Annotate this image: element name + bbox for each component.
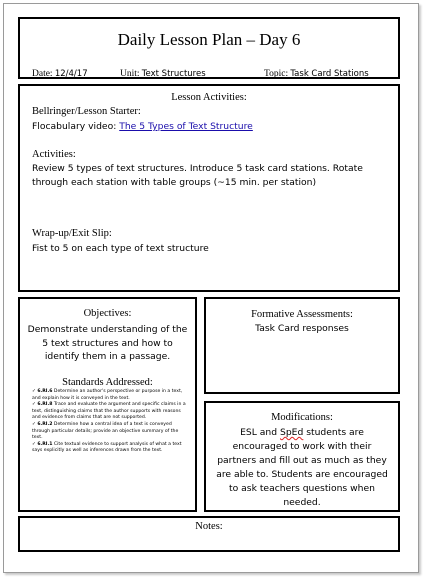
bellringer-text xyxy=(32,120,382,134)
topic-label: Topic: xyxy=(264,69,289,79)
objectives-box xyxy=(18,297,197,512)
spellcheck-flagged-word: SpEd xyxy=(279,427,304,438)
modifications-text xyxy=(216,426,388,509)
standards-list xyxy=(32,389,189,455)
standard-item: ✓ 6.RI.8 Trace and evaluate the argument and specific claims in a text, distinguishing claims that the author supports with reasons and evidence from claims that are not supported. xyxy=(32,402,186,421)
modifications-title: Modifications: xyxy=(271,412,333,423)
modifications-text-part1: ESL and xyxy=(240,427,280,438)
notes-box xyxy=(18,516,400,552)
standard-text: Trace and evaluate the argument and specific claims in a text, distinguishing claims that the author supports with reasons and evidence from claims that are not supported. xyxy=(32,402,186,421)
header-box xyxy=(18,17,400,79)
modifications-box xyxy=(204,401,400,512)
wrapup-text: Fist to 5 on each type of text structure xyxy=(32,243,209,254)
unit-label: Unit: xyxy=(120,69,140,79)
lesson-activities-title: Lesson Activities: xyxy=(171,92,247,103)
formative-title: Formative Assessments: xyxy=(251,309,353,320)
lesson-activities-box xyxy=(18,84,400,292)
standard-item: ✓ 6.RI.6 Determine an author's perspective or purpose in a text, and explain how it is conveyed in the text. xyxy=(32,389,183,401)
standard-code: 6.RI.6 xyxy=(37,389,53,394)
standard-text: Determine how a central idea of a text is conveyed through particular details; provide an objective summary of the text. xyxy=(32,421,179,441)
wrapup-heading: Wrap-up/Exit Slip: xyxy=(32,228,112,239)
bellringer-heading: Bellringer/Lesson Starter: xyxy=(32,106,141,117)
standard-code: 6.RI.1 xyxy=(37,441,53,447)
notes-title: Notes: xyxy=(195,521,223,532)
topic-value: Task Card Stations xyxy=(290,69,369,79)
formative-text: Task Card responses xyxy=(255,323,349,334)
activities-text: Review 5 types of text structures. Introduce 5 task card stations. Rotate through each station with table groups (~15 min. per station) xyxy=(32,163,363,188)
date-field xyxy=(32,68,88,79)
unit-value: Text Structures xyxy=(141,69,206,79)
topic-field xyxy=(264,68,369,79)
activities-heading: Activities: xyxy=(32,149,76,160)
standard-text: Cite textual evidence to support analysis of what a text says explicitly as well as inferences drawn from the text. xyxy=(32,441,182,454)
unit-field xyxy=(120,68,206,79)
date-value: 12/4/17 xyxy=(54,69,88,79)
page-title: Daily Lesson Plan – Day 6 xyxy=(117,30,301,49)
standard-item: ✓ 6.RI.2 Determine how a central idea of a text is conveyed through particular details; provide an objective summary of the text. xyxy=(32,421,179,441)
modifications-text-part2: students are encouraged to work with their partners and fill out as much as they are able to. Students are encouraged to ask teachers questions when needed. xyxy=(216,427,388,508)
standard-item: ✓ 6.RI.1 Cite textual evidence to support analysis of what a text says explicitly as well as inferences drawn from the text. xyxy=(32,441,182,454)
standard-code: 6.RI.8 xyxy=(37,402,53,408)
objectives-text: Demonstrate understanding of the 5 text structures and how to identify them in a passage. xyxy=(27,324,188,362)
video-link[interactable]: The 5 Types of Text Structure xyxy=(119,121,253,132)
objectives-title: Objectives: xyxy=(83,308,132,319)
date-label: Date: xyxy=(32,69,53,79)
standard-text: Determine an author's perspective or purpose in a text, and explain how it is conveyed in the text. xyxy=(32,389,183,401)
standard-code: 6.RI.2 xyxy=(37,421,53,427)
standards-title: Standards Addressed: xyxy=(62,377,153,388)
bellringer-prefix: Flocabulary video: xyxy=(32,121,120,132)
formative-assessments-box xyxy=(204,297,400,394)
